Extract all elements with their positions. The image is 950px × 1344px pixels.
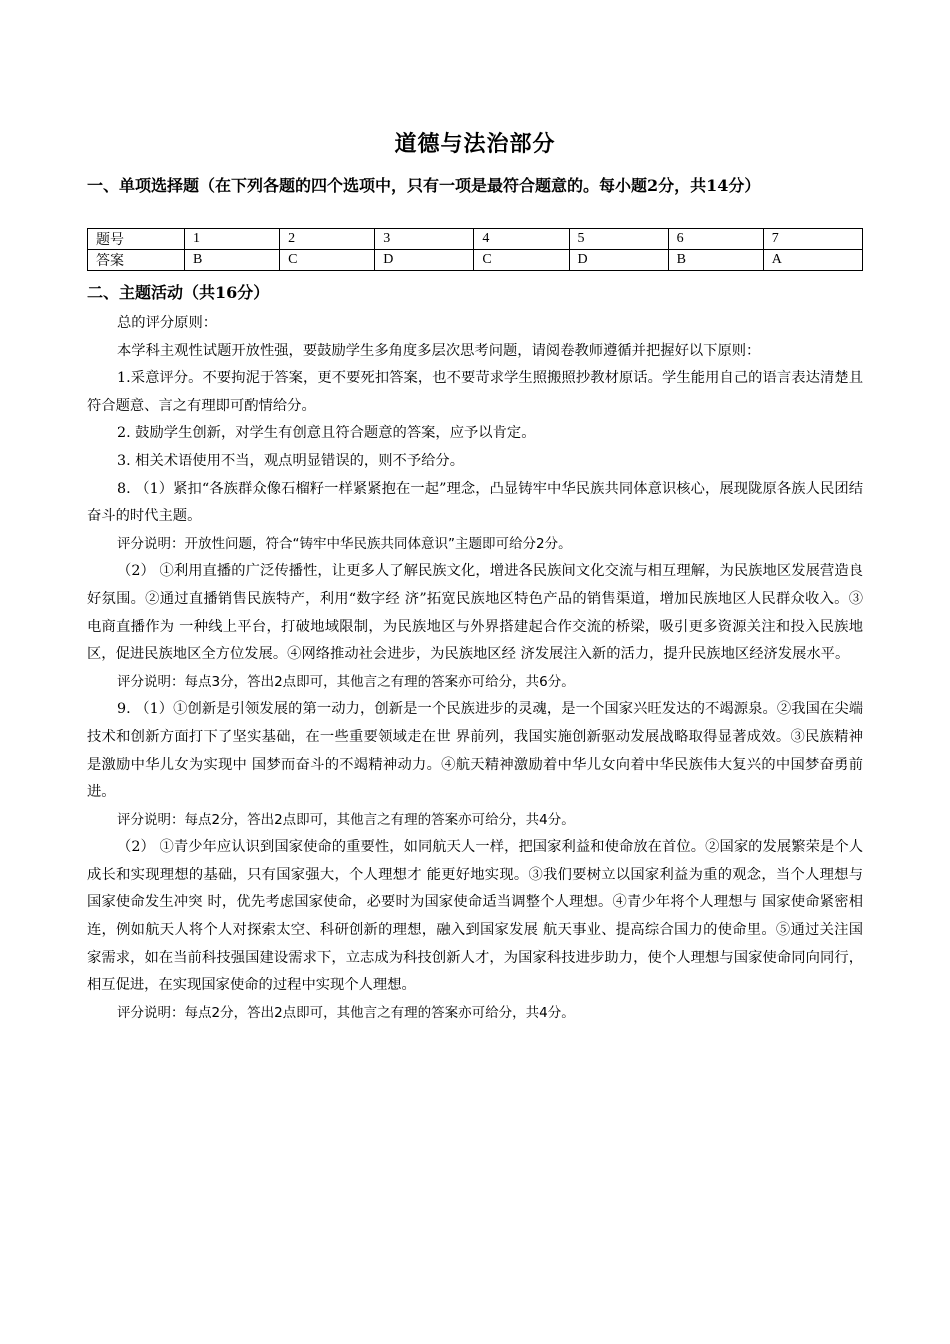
table-cell: 6 (668, 229, 763, 250)
table-cell: B (185, 250, 280, 271)
table-cell: 5 (569, 229, 668, 250)
paragraph: 1.采意评分。不要拘泥于答案，更不要死扣答案，也不要苛求学生照搬照抄教材原话。学生能用自己的语言表达清楚且符合题意、言之有理即可酌情给分。 (87, 370, 863, 414)
table-row-numbers (88, 229, 863, 250)
table-cell: 7 (763, 229, 862, 250)
question-9-2: （2） ①青少年应认识到国家使命的重要性，如同航天人一样，把国家利益和使命放在首位。②国家的发展繁荣是个人成长和实现理想的基础，只有国家强大，个人理想才 能更好地实现。③我们要树立以国家利益为重的观念，当个人理想与国家使命发生冲突 时，优先考虑国家使命，必要时为国家使命适当调整个人理想。④青少年将个人理想与 国家使命紧密相连，例如航天人将个人对探索太空、科研创新的理想，融入到国家发展 航天事业、提高综合国力的使命里。⑤通过关注国家需求，如在当前科技强国建设需求下，立志成为科技创新人才，为国家科技进步助力，使个人理想与国家使命同向同行，相互促进，在实现国家使命的过程中实现个人理想。 (87, 839, 863, 994)
page-title: 道德与法治部分 (394, 131, 556, 157)
question-8-2: （2） ①利用直播的广泛传播性，让更多人了解民族文化，增进各民族间文化交流与相互理解，为民族地区发展营造良好氛围。②通过直播销售民族特产，利用“数字经 济”拓宽民族地区特色产品的销售渠道，增加民族地区人民群众收入。③电商直播作为 一种线上平台，打破地域限制，为民族地区与外界搭建起合作交流的桥梁，吸引更多资源关注和投入民族地区，促进民族地区全方位发展。④网络推动社会进步，为民族地区经 济发展注入新的活力，提升民族地区经济发展水平。 (87, 563, 863, 663)
table-cell: A (763, 250, 862, 271)
table-cell: C (280, 250, 375, 271)
section1-heading: 一、单项选择题（在下列各题的四个选项中，只有一项是最符合题意的。每小题2分，共14分） (87, 176, 761, 195)
section2-heading: 二、主题活动（共16分） (87, 283, 270, 302)
question-9-1: 9. （1）①创新是引领发展的第一动力，创新是一个民族进步的灵魂，是一个国家兴旺发达的不竭源泉。②我国在尖端技术和创新方面打下了坚实基础，在一些重要领域走在世 界前列，我国实施创新驱动发展战略取得显著成效。③民族精神是激励中华儿女为实现中 国梦而奋斗的不竭精神动力。④航天精神激励着中华儿女向着中华民族伟大复兴的中国梦奋勇前进。 (87, 701, 863, 801)
table-cell: B (668, 250, 763, 271)
table-cell: D (375, 250, 474, 271)
table-cell: D (569, 250, 668, 271)
paragraph: 3. 相关术语使用不当，观点明显错误的，则不予给分。 (117, 452, 465, 469)
paragraph: 本学科主观性试题开放性强，要鼓励学生多角度多层次思考问题，请阅卷教师遵循并把握好以下原则： (117, 342, 761, 359)
table-cell: 1 (185, 229, 280, 250)
scoring-note: 评分说明：开放性问题，符合“铸牢中华民族共同体意识”主题即可给分2分。 (117, 535, 572, 552)
scoring-note: 评分说明：每点2分，答出2点即可，其他言之有理的答案亦可给分，共4分。 (117, 1004, 575, 1021)
paragraph: 2. 鼓励学生创新，对学生有创意且符合题意的答案，应予以肯定。 (117, 425, 536, 442)
scoring-note: 评分说明：每点3分，答出2点即可，其他言之有理的答案亦可给分，共6分。 (117, 673, 575, 690)
scoring-note: 评分说明：每点2分，答出2点即可，其他言之有理的答案亦可给分，共4分。 (117, 811, 575, 828)
table-cell: 4 (474, 229, 569, 250)
section2-body (87, 310, 863, 1027)
answer-table (87, 228, 863, 271)
row-label: 题号 (88, 229, 185, 250)
row-label: 答案 (88, 250, 185, 271)
question-8-1: 8. （1）紧扣“各族群众像石榴籽一样紧紧抱在一起”理念，凸显铸牢中华民族共同体意识核心，展现陇原各族人民团结奋斗的时代主题。 (87, 480, 863, 525)
table-cell: 2 (280, 229, 375, 250)
paragraph: 总的评分原则： (117, 315, 218, 331)
table-row-answers (88, 250, 863, 271)
table-cell: C (474, 250, 569, 271)
table-cell: 3 (375, 229, 474, 250)
